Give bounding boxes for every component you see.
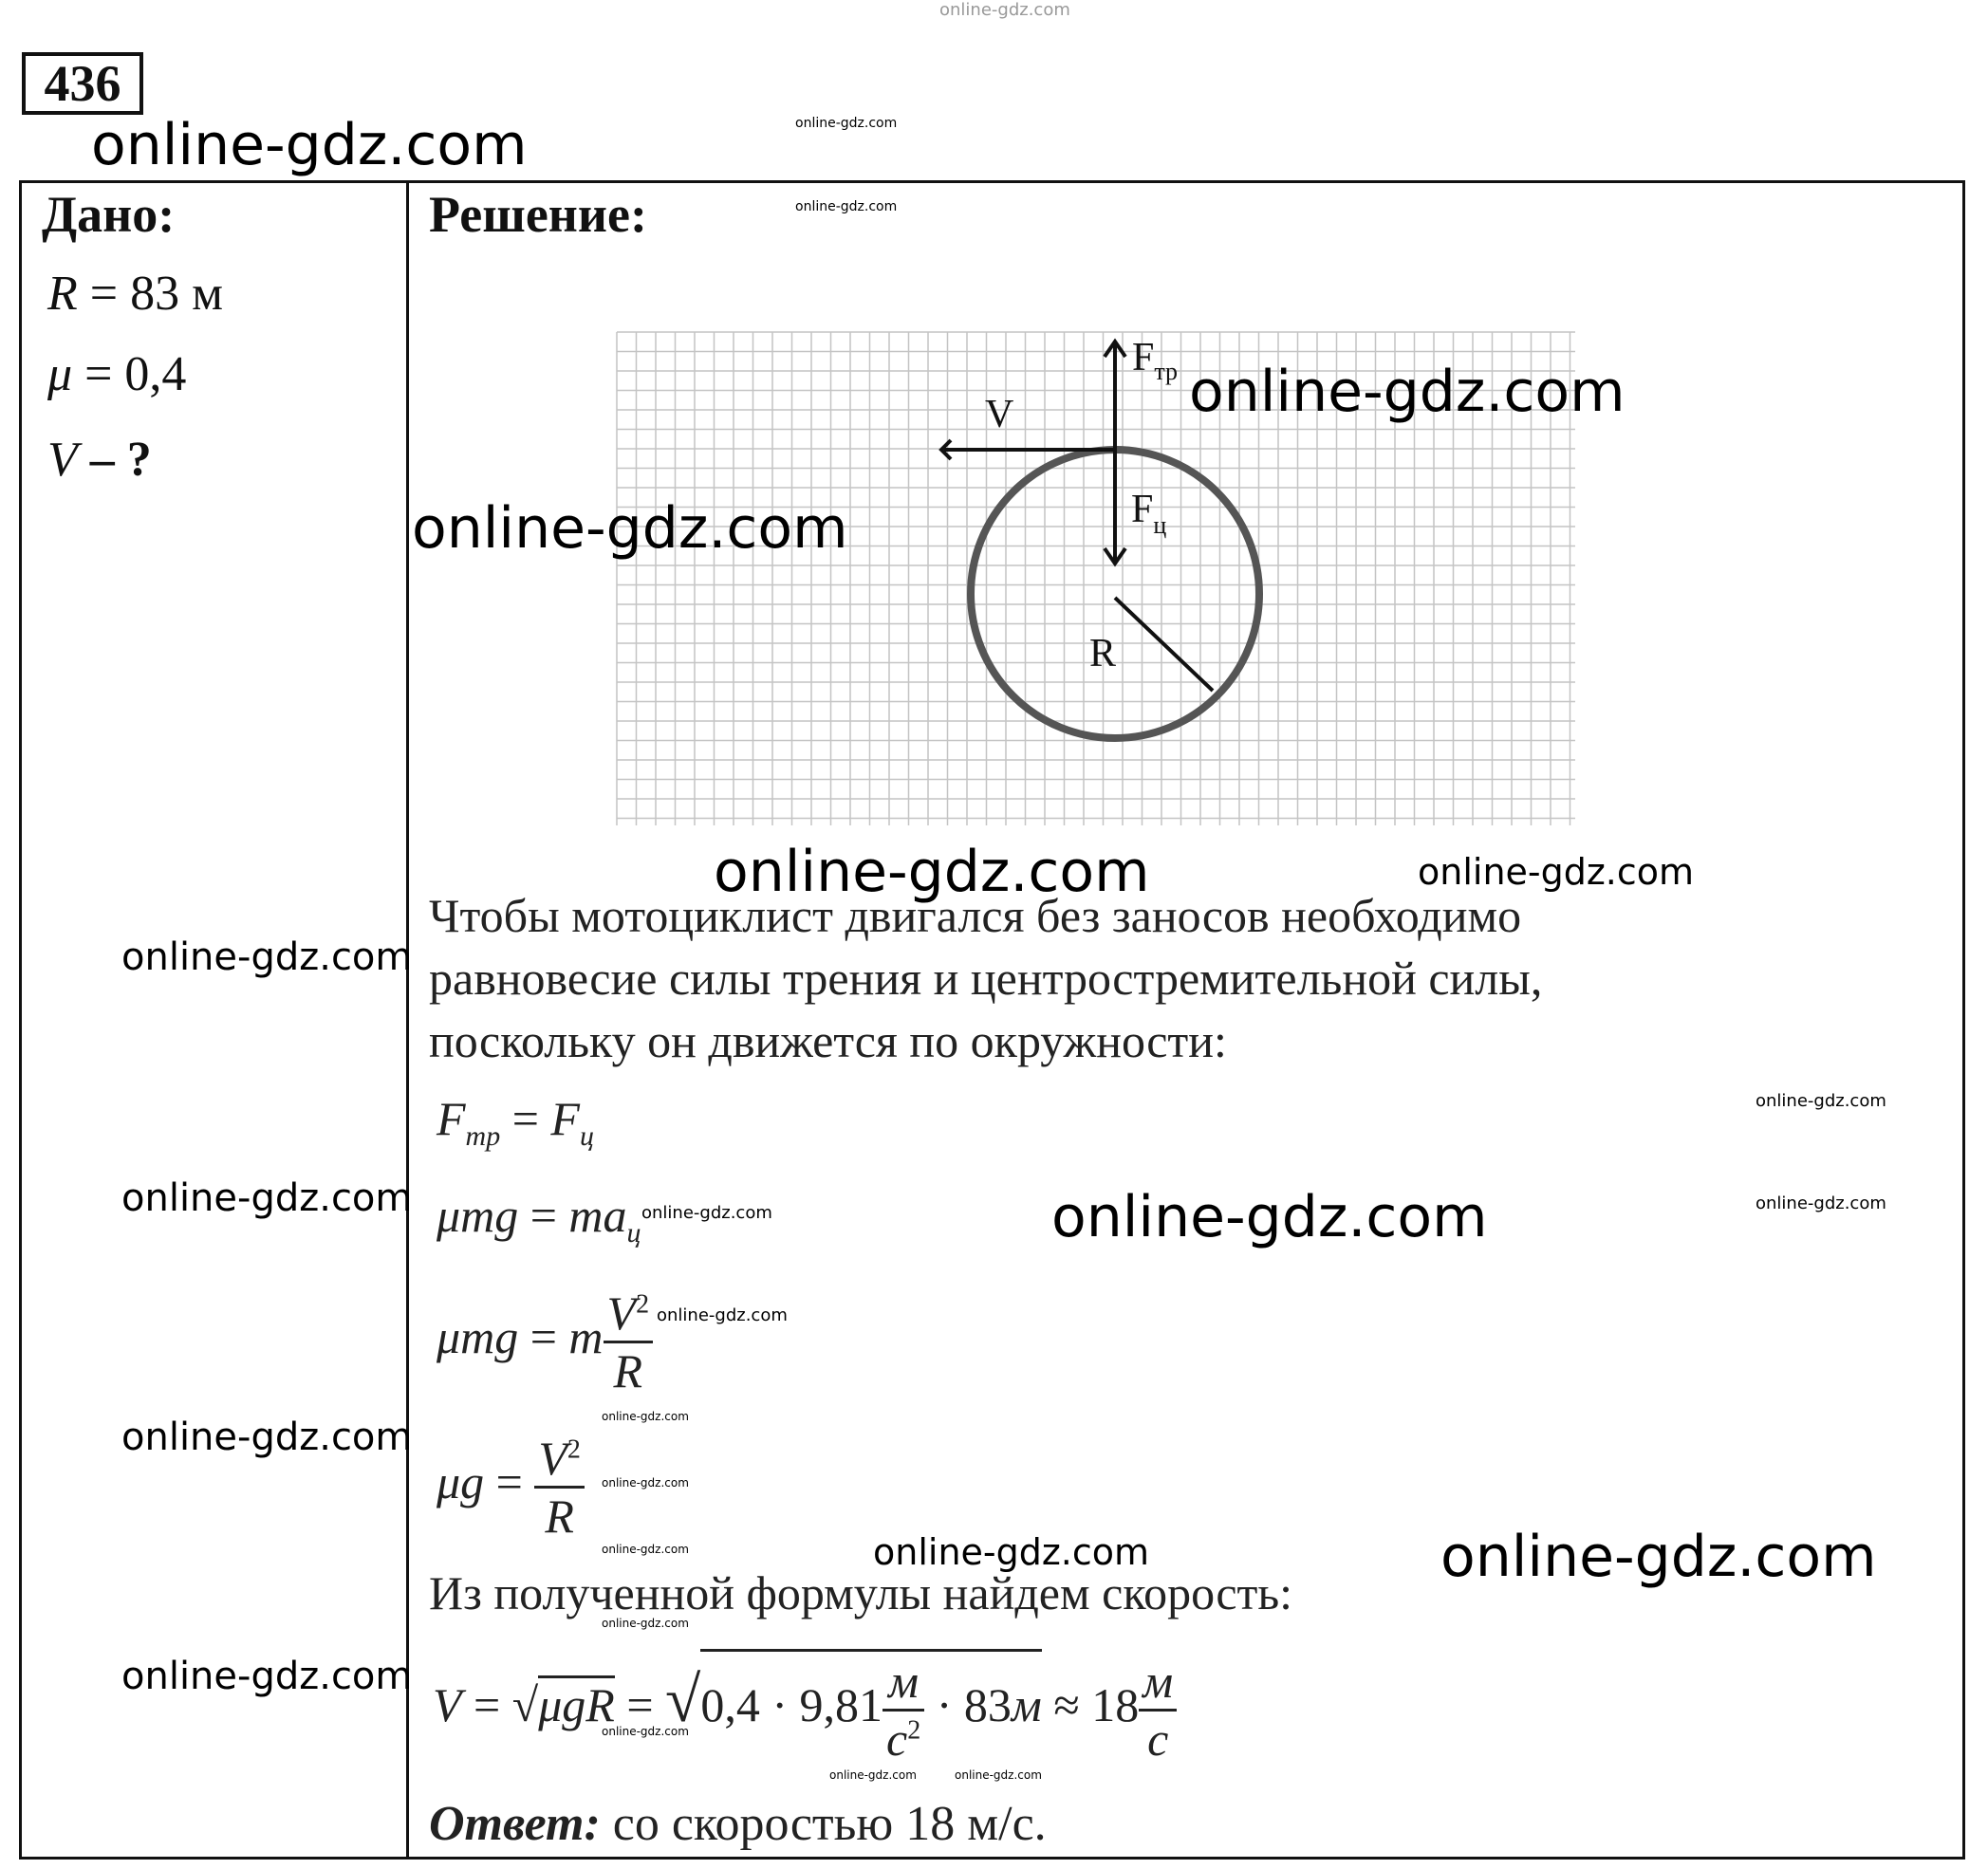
given-radius-value: = 83 м — [77, 267, 223, 321]
watermark: online-gdz.com — [955, 1768, 1042, 1782]
answer-line — [429, 1793, 1047, 1856]
formula-final-velocity: V = √μgR = √0,4 · 9,81 $\frac{м}{с^2}$ · 83м ≈ 18 $\frac{м}{с}$ — [433, 1649, 1177, 1767]
watermark: online-gdz.com — [873, 1531, 1150, 1573]
given-unknown-velocity — [47, 432, 152, 488]
radius-line — [1115, 598, 1213, 691]
explanation-line: Чтобы мотоциклист двигался без заносов необходимо — [429, 889, 1522, 942]
watermark: online-gdz.com — [412, 495, 848, 562]
formula-substituted-acceleration: μmg = m $\frac{V^2}{R}$ — [437, 1286, 653, 1398]
watermark: online-gdz.com — [795, 199, 898, 214]
watermark: online-gdz.com — [1051, 1184, 1488, 1250]
radius-label: R — [1089, 632, 1117, 675]
formula-force-balance: $F_{тр} = F_ц$ — [437, 1092, 594, 1152]
watermark: online-gdz.com — [795, 116, 898, 131]
unit-fraction-velocity: $\frac{м}{с}$ — [1139, 1654, 1177, 1767]
watermark: online-gdz.com — [602, 1410, 689, 1423]
watermark: online-gdz.com — [121, 1655, 413, 1698]
answer-text: со скоростью 18 м/с. — [600, 1797, 1047, 1851]
watermark: online-gdz.com — [91, 112, 528, 178]
watermark: online-gdz.com — [1756, 1194, 1886, 1213]
given-radius-symbol: R — [47, 267, 78, 321]
given-friction-coefficient — [47, 346, 186, 402]
given-heading: Дано: — [42, 186, 176, 243]
unit-fraction-acceleration: $\frac{м}{с^2}$ — [883, 1654, 924, 1767]
watermark: online-gdz.com — [602, 1617, 689, 1630]
problem-number: 436 — [22, 52, 143, 115]
solution-heading: Решение: — [429, 186, 647, 243]
explanation-line: поскольку он движется по окружности: — [429, 1014, 1227, 1067]
given-radius — [47, 266, 223, 322]
watermark: online-gdz.com — [602, 1543, 689, 1556]
watermark: online-gdz.com — [829, 1768, 917, 1782]
watermark: online-gdz.com — [121, 935, 413, 979]
column-divider — [406, 180, 409, 1860]
watermark: online-gdz.com — [641, 1203, 772, 1223]
fraction-v-squared-over-r: $\frac{V^2}{R}$ — [604, 1286, 654, 1398]
fraction-v-squared-over-r: $\frac{V^2}{R}$ — [534, 1431, 585, 1544]
given-velocity-symbol: V — [47, 433, 78, 487]
formula-simplified: μg = $\frac{V^2}{R}$ — [437, 1431, 585, 1544]
given-mu-value: = 0,4 — [72, 347, 187, 401]
given-mu-symbol: μ — [47, 347, 73, 401]
given-velocity-question: – ? — [77, 433, 152, 487]
watermark: online-gdz.com — [121, 1416, 413, 1459]
watermark: online-gdz.com — [121, 1176, 413, 1220]
answer-label: Ответ: — [429, 1797, 601, 1851]
formula-newton-second-law: $\mu mg = ma_ц$ — [437, 1189, 641, 1249]
watermark: online-gdz.com — [939, 0, 1070, 20]
watermark: online-gdz.com — [1756, 1091, 1886, 1111]
watermark: online-gdz.com — [1440, 1524, 1877, 1590]
watermark: online-gdz.com — [602, 1476, 689, 1490]
watermark: online-gdz.com — [602, 1725, 689, 1738]
watermark: online-gdz.com — [1189, 359, 1626, 425]
explanation-line: равновесие силы трения и центростремительной силы, — [429, 952, 1543, 1005]
explanation-paragraph — [429, 884, 1542, 1072]
watermark: online-gdz.com — [1418, 851, 1695, 893]
watermark: online-gdz.com — [657, 1305, 788, 1325]
friction-label: $F_{тр}$ — [1132, 336, 1179, 385]
watermark: online-gdz.com — [714, 839, 1150, 905]
conclusion-text: Из полученной формулы найдем скорость: — [429, 1566, 1293, 1619]
velocity-label: V — [985, 393, 1014, 436]
centripetal-label: $F_ц$ — [1131, 488, 1167, 539]
